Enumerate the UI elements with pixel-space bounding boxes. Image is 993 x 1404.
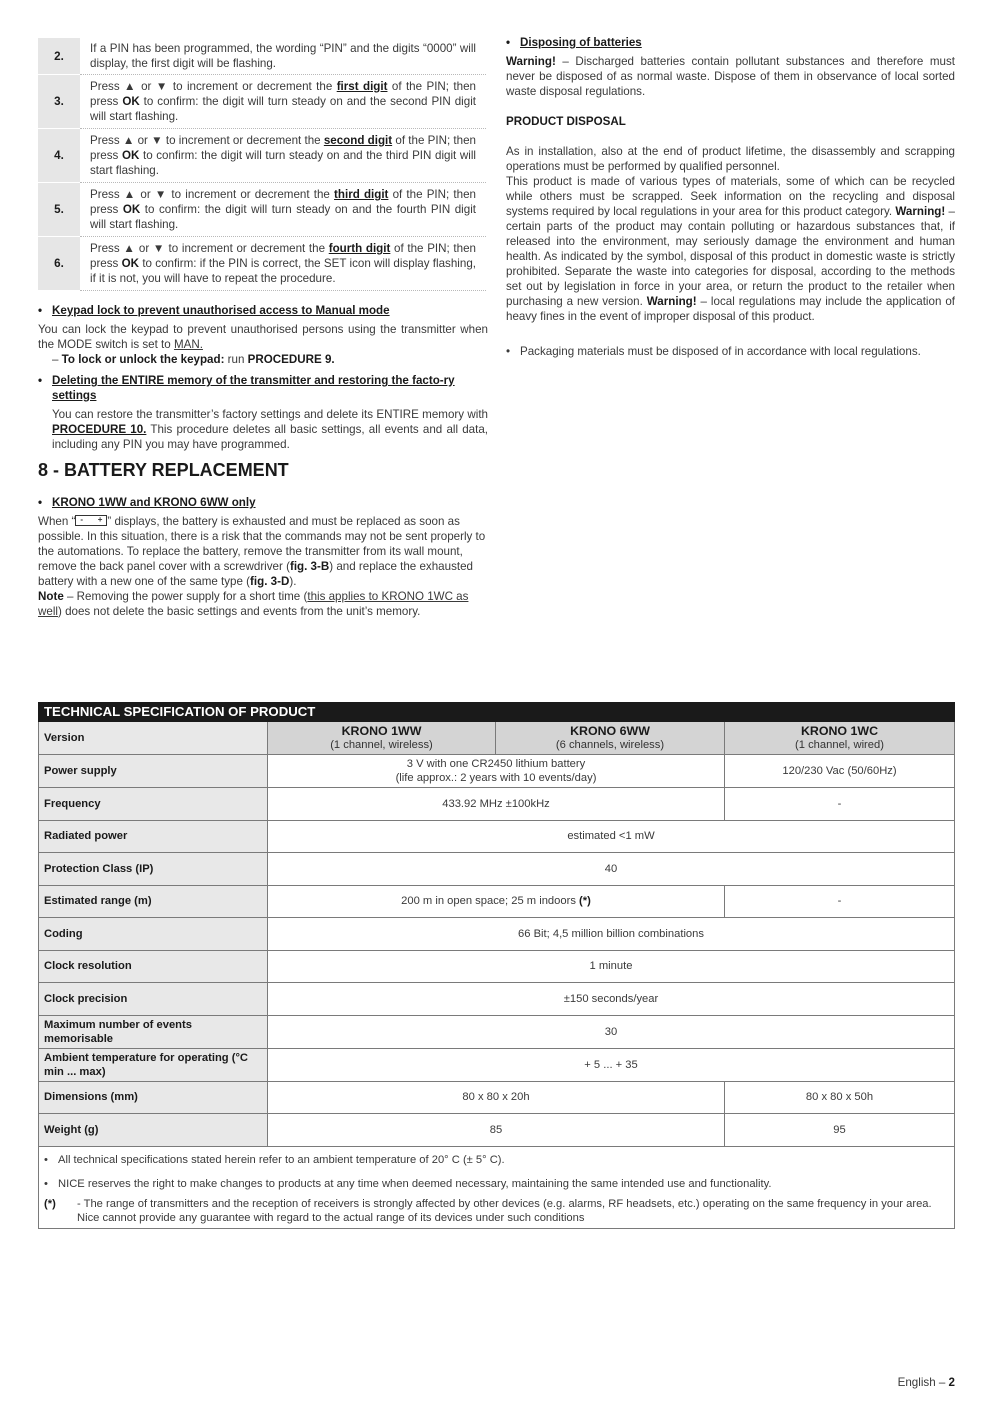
keypad-lock-text: You can lock the keypad to prevent unauthorised persons using the transmitter when the MODE switch is set to MAN. bbox=[38, 323, 488, 351]
spec-notes bbox=[39, 1146, 955, 1228]
right-column bbox=[506, 35, 955, 359]
step-number: 2. bbox=[38, 38, 80, 75]
keypad-lock-heading: • Keypad lock to prevent unauthorised access to Manual mode bbox=[38, 303, 488, 318]
spec-row bbox=[39, 853, 955, 886]
left-column bbox=[38, 38, 488, 619]
spec-row bbox=[39, 1015, 955, 1048]
spec-label: Weight (g) bbox=[39, 1114, 268, 1147]
spec-value: 200 m in open space; 25 m indoors (*) bbox=[268, 885, 725, 918]
spec-value: + 5 ... + 35 bbox=[268, 1048, 955, 1081]
page-footer: English – 2 bbox=[897, 1376, 955, 1389]
spec-label: Ambient temperature for operating (°C min ... max) bbox=[39, 1048, 268, 1081]
step-row bbox=[38, 237, 486, 291]
spec-label: Clock precision bbox=[39, 983, 268, 1016]
page-number: 2 bbox=[948, 1376, 955, 1389]
spec-value: 80 x 80 x 20h bbox=[268, 1081, 725, 1114]
spec-row bbox=[39, 1048, 955, 1081]
spec-label: Maximum number of events memorisable bbox=[39, 1015, 268, 1048]
keypad-lock-instruction: – To lock or unlock the keypad: run PROCEDURE 9. bbox=[52, 353, 335, 366]
model-header: KRONO 1WW (1 channel, wireless) bbox=[268, 722, 496, 755]
version-label: Version bbox=[39, 722, 268, 755]
spec-label: Radiated power bbox=[39, 820, 268, 853]
spec-row bbox=[39, 950, 955, 983]
step-row bbox=[38, 75, 486, 129]
step-number: 4. bbox=[38, 129, 80, 183]
spec-value: 1 minute bbox=[268, 950, 955, 983]
step-row bbox=[38, 38, 486, 75]
step-row bbox=[38, 129, 486, 183]
spec-value: 120/230 Vac (50/60Hz) bbox=[725, 755, 955, 788]
step-text: Press ▲ or ▼ to increment or decrement the third digit of the PIN; then press OK to confirm: the digit will turn steady on and the fourth PIN digit will start flashing. bbox=[80, 183, 486, 237]
step-number: 5. bbox=[38, 183, 80, 237]
spec-row bbox=[39, 820, 955, 853]
model-header: KRONO 6WW (6 channels, wireless) bbox=[496, 722, 725, 755]
battery-empty-icon: - + bbox=[75, 515, 107, 526]
spec-value: 3 V with one CR2450 lithium battery (life approx.: 2 years with 10 events/day) bbox=[268, 755, 725, 788]
packaging-note: • Packaging materials must be disposed of in accordance with local regulations. bbox=[506, 344, 955, 359]
spec-note-range: (*) - The range of transmitters and the reception of receivers is strongly affected by other devices (e.g. alarms, RF headsets, etc.) operating on the same frequency in your area. Nice cannot provide any guarantee with regard to the actual range of its devices under such conditions bbox=[44, 1197, 932, 1224]
spec-header-row bbox=[39, 722, 955, 755]
spec-value: - bbox=[725, 788, 955, 821]
spec-label: Estimated range (m) bbox=[39, 885, 268, 918]
product-disposal-title: PRODUCT DISPOSAL bbox=[506, 115, 626, 128]
spec-title-row bbox=[39, 703, 955, 722]
spec-notes-row bbox=[39, 1146, 955, 1228]
battery-section-title: 8 - BATTERY REPLACEMENT bbox=[38, 460, 289, 480]
spec-value: 40 bbox=[268, 853, 955, 886]
spec-row bbox=[39, 983, 955, 1016]
pin-procedure-steps bbox=[38, 38, 486, 291]
spec-table-title: TECHNICAL SPECIFICATION OF PRODUCT bbox=[39, 703, 955, 722]
battery-note: Note – Removing the power supply for a short time (this applies to KRONO 1WC as well) does not delete the basic settings and events from the unit’s memory. bbox=[38, 590, 469, 618]
battery-replacement-text: When “ - + ” displays, the battery is exhausted and must be replaced as soon as possible. In this situation, there is a risk that the commands may not be sent properly to the automations. To replace the battery, remove the transmitter from its wall mount, remove the back panel cover with a screwdriver (fig. 3-B) and replace the exhausted battery with a new one of the same type (fig. 3-D). bbox=[38, 515, 486, 588]
spec-value: - bbox=[725, 885, 955, 918]
spec-row bbox=[39, 885, 955, 918]
spec-label: Power supply bbox=[39, 755, 268, 788]
spec-label: Protection Class (IP) bbox=[39, 853, 268, 886]
memory-reset-heading: • Deleting the ENTIRE memory of the transmitter and restoring the facto-ry settings bbox=[38, 373, 488, 403]
battery-disposal-warning: Warning! – Discharged batteries contain pollutant substances and therefore must never be disposed of as normal waste. Dispose of them in observance of local sorted waste disposal regulations. bbox=[506, 55, 955, 98]
spec-value: 95 bbox=[725, 1114, 955, 1147]
spec-label: Dimensions (mm) bbox=[39, 1081, 268, 1114]
step-text: If a PIN has been programmed, the wording “PIN” and the digits “0000” will display, the first digit will be flashing. bbox=[80, 38, 486, 75]
step-number: 3. bbox=[38, 75, 80, 129]
technical-specification-table bbox=[38, 702, 955, 1229]
spec-row bbox=[39, 788, 955, 821]
spec-value: 85 bbox=[268, 1114, 725, 1147]
spec-label: Coding bbox=[39, 918, 268, 951]
product-disposal-text-2: This product is made of various types of materials, some of which can be recycled while others must be scrapped. Seek information on the recycling and disposal systems required by local regulations in your area for this product category. Warning! – certain parts of the product may contain polluting or hazardous substances that, if released into the environment, may seriously damage the environment and human health. As indicated by the symbol, disposal of this product in domestic waste is strictly prohibited. Separate the waste into categories for disposal, according to the methods set out by legislation in force in your area, or return the product to the retailer when purchasing a new version. Warning! – local regulations may include the application of heavy fines in the event of improper disposal of this product. bbox=[506, 175, 955, 323]
spec-row bbox=[39, 918, 955, 951]
spec-row bbox=[39, 755, 955, 788]
spec-value: 433.92 MHz ±100kHz bbox=[268, 788, 725, 821]
disposing-batteries-heading: • Disposing of batteries bbox=[506, 35, 955, 50]
step-text: Press ▲ or ▼ to increment or decrement the second digit of the PIN; then press OK to confirm: the digit will turn steady on and the third PIN digit will start flashing. bbox=[80, 129, 486, 183]
step-text: Press ▲ or ▼ to increment or decrement the first digit of the PIN; then press OK to confirm: the digit will turn steady on and the second PIN digit will start flashing. bbox=[80, 75, 486, 129]
spec-label: Frequency bbox=[39, 788, 268, 821]
product-disposal-text-1: As in installation, also at the end of product lifetime, the disassembly and scrapping operations must be performed by qualified personnel. bbox=[506, 145, 955, 173]
spec-label: Clock resolution bbox=[39, 950, 268, 983]
step-row bbox=[38, 183, 486, 237]
spec-value: 30 bbox=[268, 1015, 955, 1048]
model-header: KRONO 1WC (1 channel, wired) bbox=[725, 722, 955, 755]
spec-value: 80 x 80 x 50h bbox=[725, 1081, 955, 1114]
spec-value: estimated <1 mW bbox=[268, 820, 955, 853]
spec-note: • All technical specifications stated herein refer to an ambient temperature of 20° C (± 5° C). bbox=[44, 1153, 949, 1167]
step-number: 6. bbox=[38, 237, 80, 291]
memory-reset-text: You can restore the transmitter’s factory settings and delete its ENTIRE memory with PROCEDURE 10. This procedure deletes all basic settings, all events and all data, including any PIN you may have programmed. bbox=[52, 408, 489, 451]
spec-row bbox=[39, 1114, 955, 1147]
spec-note: • NICE reserves the right to make changes to products at any time when deemed necessary, maintaining the same intended use and functionality. bbox=[44, 1177, 949, 1191]
spec-value: 66 Bit; 4,5 million billion combinations bbox=[268, 918, 955, 951]
spec-value: ±150 seconds/year bbox=[268, 983, 955, 1016]
battery-models-heading: • KRONO 1WW and KRONO 6WW only bbox=[38, 495, 488, 510]
step-text: Press ▲ or ▼ to increment or decrement the fourth digit of the PIN; then press OK to confirm: if the PIN is correct, the SET icon will display flashing, if it is not, you will have to repeat the procedure. bbox=[80, 237, 486, 291]
spec-row bbox=[39, 1081, 955, 1114]
